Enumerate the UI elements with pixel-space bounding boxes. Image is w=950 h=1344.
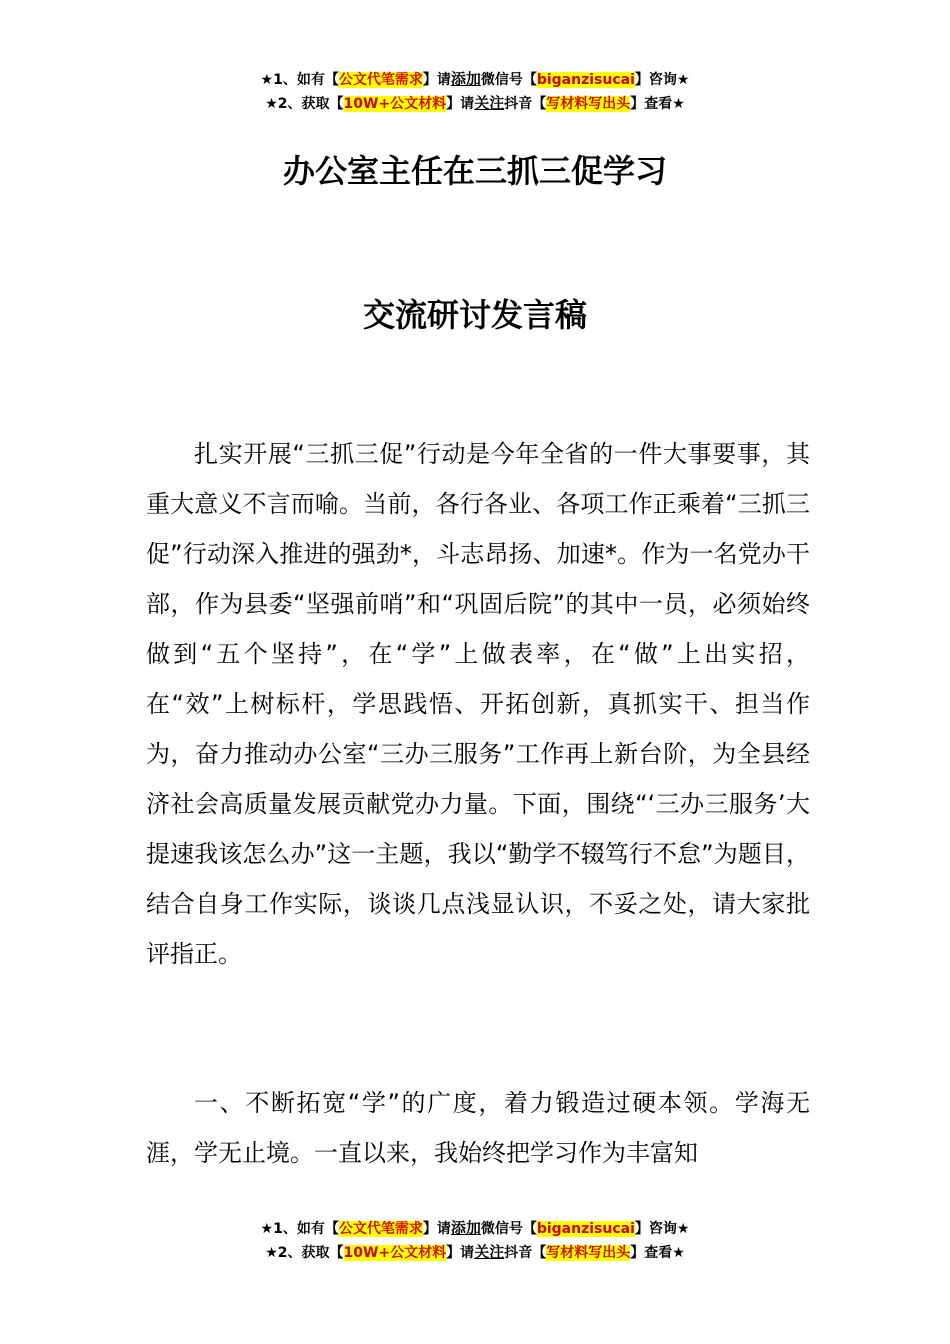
body-paragraph-1: 扎实开展“三抓三促”行动是今年全省的一件大事要事，其重大意义不言而喻。当前，各行各业、各项工作正乘着“三抓三促”行动深入推进的强劲*，斗志昂扬、加速*。作为一名党办干部，作为县委“坚强前哨”和“巩固后院”的其中一员，必须始终做到“五个坚持”，在“学”上做表率，在“做”上出实招，在“效”上树标杆，学思践悟、开拓创新，真抓实干、担当作为，奋力推动办公室“三办三服务”工作再上新台阶，为全县经济社会高质量发展贡献党办力量。下面，围绕“‘三办三服务’大提速我该怎么办”这一主题，我以“勤学不辍笃行不怠”为题目，结合自身工作实际，谈谈几点浅显认识，不妥之处，请大家批评指正。 <box>146 440 810 968</box>
highlight-service: 公文代笔需求 <box>338 1221 423 1237</box>
promo-line-2: ★2、获取【10W+公文材料】请关注抖音【写材料写出头】查看★ <box>265 94 685 112</box>
promo-banner-bottom <box>0 1216 950 1264</box>
highlight-materials: 10W+公文材料 <box>343 96 447 112</box>
promo-line-1: ★1、如有【公文代笔需求】请添加微信号【biganzisucai】咨询★ <box>260 1219 690 1237</box>
promo-line-2: ★2、获取【10W+公文材料】请关注抖音【写材料写出头】查看★ <box>265 1243 685 1261</box>
promo-line-1: ★1、如有【公文代笔需求】请添加微信号【biganzisucai】咨询★ <box>260 70 690 88</box>
underlined-follow: 关注 <box>474 1243 505 1261</box>
underlined-add: 添加 <box>450 1219 481 1237</box>
highlight-douyin-account: 写材料写出头 <box>546 96 631 112</box>
body-paragraph-2: 一、不断拓宽“学”的广度，着力锻造过硬本领。学海无涯，学无止境。一直以来，我始终把学习作为丰富知 <box>146 1089 810 1167</box>
highlight-service: 公文代笔需求 <box>338 72 423 88</box>
document-title-line-1: 办公室主任在三抓三促学习 <box>282 152 667 190</box>
underlined-follow: 关注 <box>474 94 505 112</box>
document-title-line-2: 交流研讨发言稿 <box>362 296 587 334</box>
underlined-add: 添加 <box>450 70 481 88</box>
highlight-wechat-id: biganzisucai <box>536 1221 635 1237</box>
highlight-materials: 10W+公文材料 <box>343 1245 447 1261</box>
highlight-douyin-account: 写材料写出头 <box>546 1245 631 1261</box>
promo-banner-top <box>0 67 950 115</box>
highlight-wechat-id: biganzisucai <box>536 72 635 88</box>
